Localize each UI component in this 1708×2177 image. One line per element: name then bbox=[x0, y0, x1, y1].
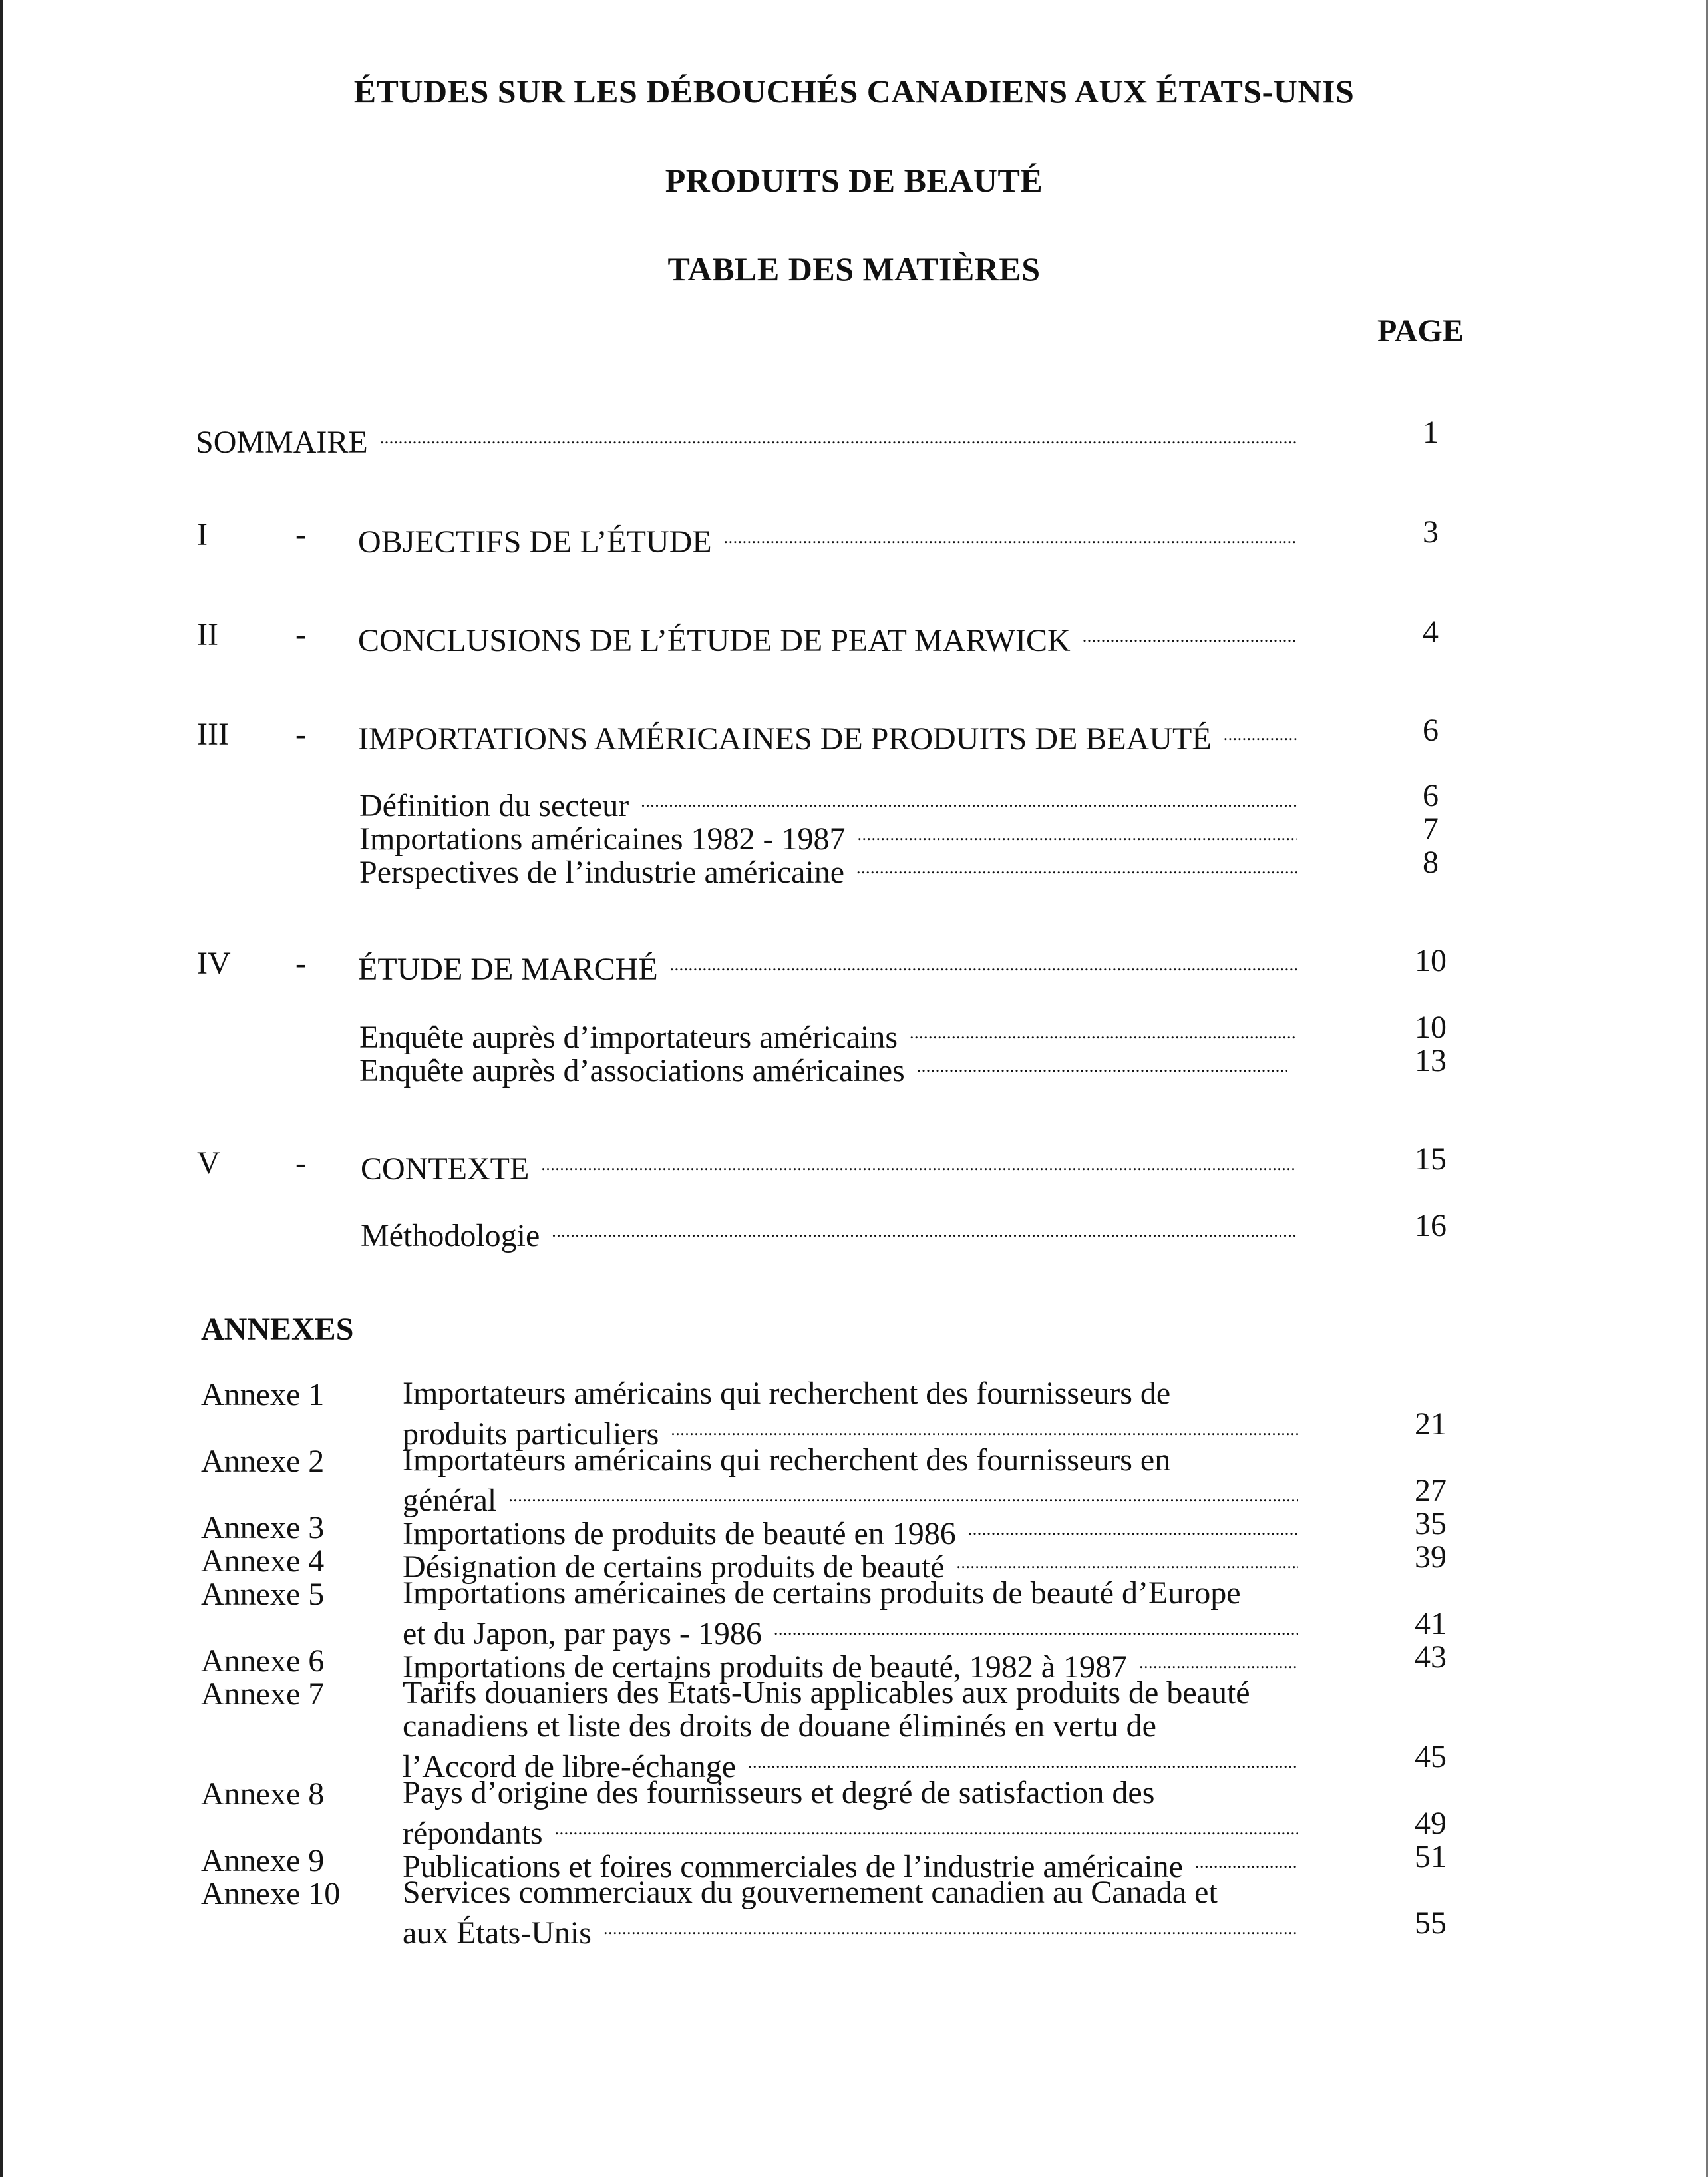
dot-leader bbox=[1224, 715, 1297, 749]
annex-text: et du Japon, par pays - 1986 bbox=[403, 1616, 762, 1651]
annexes-heading: ANNEXES bbox=[201, 1312, 354, 1347]
annex-label: Annexe 4 bbox=[201, 1543, 325, 1579]
annex-label: Annexe 1 bbox=[201, 1377, 325, 1412]
dot-leader bbox=[1083, 616, 1297, 651]
annex-page: 49 bbox=[1415, 1806, 1447, 1841]
toc-entry-section-i bbox=[358, 518, 1301, 560]
document-subtitle: PRODUITS DE BEAUTÉ bbox=[665, 162, 1043, 199]
dot-leader bbox=[956, 1543, 1298, 1577]
dot-leader bbox=[1139, 1643, 1298, 1677]
dot-leader bbox=[603, 1909, 1298, 1943]
annex-label: Annexe 9 bbox=[201, 1843, 325, 1878]
section-number: II bbox=[197, 617, 218, 652]
annex-text: Publications et foires commerciales de l’industrie américaine bbox=[403, 1849, 1183, 1884]
dot-leader bbox=[541, 1145, 1297, 1179]
annex-page: 27 bbox=[1415, 1473, 1447, 1508]
toc-entry-sommaire bbox=[196, 418, 1300, 460]
annex-text-line: Tarifs douaniers des États-Unis applicables aux produits de beauté bbox=[403, 1675, 1250, 1710]
section-number: I bbox=[197, 517, 208, 552]
dot-leader bbox=[856, 848, 1297, 883]
toc-entry-section-v bbox=[361, 1145, 1301, 1187]
dot-leader bbox=[774, 1609, 1298, 1644]
toc-entry-label: CONCLUSIONS DE L’ÉTUDE DE PEAT MARWICK bbox=[358, 623, 1071, 658]
toc-entry-label: Enquête auprès d’importateurs américains bbox=[359, 1020, 898, 1055]
annex-text: Importations de certains produits de beauté, 1982 à 1987 bbox=[403, 1649, 1128, 1684]
annex-text: produits particuliers bbox=[403, 1416, 659, 1452]
annex-text-line: canadiens et liste des droits de douane éliminés en vertu de bbox=[403, 1708, 1156, 1744]
annex-page: 35 bbox=[1415, 1506, 1447, 1541]
dot-leader bbox=[724, 518, 1297, 552]
annex-text: aux États-Unis bbox=[403, 1915, 592, 1951]
annex-text-line: Services commerciaux du gouvernement canadien au Canada et bbox=[403, 1875, 1218, 1910]
dot-leader bbox=[910, 1013, 1297, 1048]
dot-leader bbox=[670, 945, 1297, 980]
annex-label: Annexe 7 bbox=[201, 1677, 325, 1712]
section-dash: - bbox=[295, 946, 306, 981]
annex-text: Désignation de certains produits de beauté bbox=[403, 1549, 945, 1585]
annex-text-line bbox=[403, 1909, 1302, 1951]
annex-label: Annexe 8 bbox=[201, 1776, 325, 1812]
toc-entry-page: 10 bbox=[1415, 1010, 1447, 1045]
dot-leader bbox=[968, 1509, 1298, 1544]
section-number: III bbox=[197, 717, 229, 752]
toc-entry-label: ÉTUDE DE MARCHÉ bbox=[358, 952, 658, 987]
annex-page: 43 bbox=[1415, 1639, 1447, 1675]
dot-leader bbox=[555, 1809, 1298, 1844]
toc-entry-page: 6 bbox=[1423, 713, 1439, 748]
annex-label: Annexe 10 bbox=[201, 1876, 341, 1911]
section-number: V bbox=[197, 1145, 220, 1181]
toc-subentry bbox=[359, 1046, 1291, 1088]
toc-entry-page: 10 bbox=[1415, 943, 1447, 978]
toc-entry-label: SOMMAIRE bbox=[196, 425, 368, 460]
section-dash: - bbox=[295, 717, 306, 752]
annex-text-line: Importations américaines de certains produits de beauté d’Europe bbox=[403, 1575, 1241, 1611]
toc-entry-label: Perspectives de l’industrie américaine bbox=[359, 855, 845, 890]
toc-entry-label: CONTEXTE bbox=[361, 1151, 530, 1187]
annex-page: 39 bbox=[1415, 1539, 1447, 1575]
toc-entry-page: 6 bbox=[1423, 778, 1439, 813]
dot-leader bbox=[748, 1742, 1298, 1777]
toc-entry-label: Méthodologie bbox=[361, 1218, 540, 1253]
annex-page: 55 bbox=[1415, 1905, 1447, 1941]
dot-leader bbox=[552, 1211, 1297, 1246]
section-dash: - bbox=[295, 517, 306, 552]
dot-leader bbox=[641, 781, 1297, 816]
annex-label: Annexe 5 bbox=[201, 1577, 325, 1612]
annex-text: répondants bbox=[403, 1816, 543, 1851]
toc-entry-label: Importations américaines 1982 - 1987 bbox=[359, 821, 846, 857]
document-title: ÉTUDES SUR LES DÉBOUCHÉS CANADIENS AUX ÉTATS-UNIS bbox=[353, 73, 1355, 110]
toc-subentry bbox=[361, 1211, 1301, 1253]
annex-label: Annexe 2 bbox=[201, 1444, 325, 1479]
section-dash: - bbox=[295, 1145, 306, 1181]
toc-entry-label: Définition du secteur bbox=[359, 788, 629, 823]
annex-page: 21 bbox=[1415, 1406, 1447, 1442]
toc-entry-label: OBJECTIFS DE L’ÉTUDE bbox=[358, 524, 712, 560]
annex-text-line: Pays d’origine des fournisseurs et degré de satisfaction des bbox=[403, 1775, 1155, 1810]
toc-entry-page: 1 bbox=[1423, 415, 1439, 450]
annex-text-line: Importateurs américains qui recherchent des fournisseurs en bbox=[403, 1442, 1171, 1478]
toc-entry-page: 16 bbox=[1415, 1208, 1447, 1243]
annex-text-line: Importateurs américains qui recherchent des fournisseurs de bbox=[403, 1376, 1171, 1411]
toc-entry-page: 3 bbox=[1423, 514, 1439, 550]
annex-page: 51 bbox=[1415, 1839, 1447, 1874]
toc-entry-label: IMPORTATIONS AMÉRICAINES DE PRODUITS DE BEAUTÉ bbox=[358, 721, 1212, 757]
annex-text: Importations de produits de beauté en 1986 bbox=[403, 1516, 956, 1551]
toc-entry-page: 15 bbox=[1415, 1141, 1447, 1177]
toc-entry-section-ii bbox=[358, 616, 1301, 658]
section-number: IV bbox=[197, 946, 231, 981]
toc-entry-section-iv bbox=[358, 945, 1301, 987]
toc-entry-page: 13 bbox=[1415, 1043, 1447, 1078]
toc-entry-label: Enquête auprès d’associations américaines bbox=[359, 1053, 905, 1088]
toc-entry-page: 8 bbox=[1423, 845, 1439, 880]
dot-leader bbox=[671, 1410, 1298, 1444]
annex-text: général bbox=[403, 1483, 497, 1518]
toc-entry-section-iii bbox=[358, 715, 1301, 757]
dot-leader bbox=[917, 1046, 1287, 1081]
toc-entry-page: 4 bbox=[1423, 614, 1439, 650]
scan-edge-left bbox=[0, 0, 3, 2177]
toc-subentry bbox=[359, 848, 1301, 890]
toc-heading: TABLE DES MATIÈRES bbox=[667, 250, 1041, 288]
annex-page: 45 bbox=[1415, 1739, 1447, 1774]
page-column-header: PAGE bbox=[1377, 313, 1464, 349]
annex-text: l’Accord de libre-échange bbox=[403, 1749, 737, 1784]
dot-leader bbox=[380, 418, 1296, 453]
annex-page: 41 bbox=[1415, 1606, 1447, 1641]
annex-label: Annexe 3 bbox=[201, 1510, 325, 1545]
dot-leader bbox=[857, 815, 1297, 849]
dot-leader bbox=[1195, 1842, 1298, 1877]
toc-entry-page: 7 bbox=[1423, 811, 1439, 847]
annex-label: Annexe 6 bbox=[201, 1643, 325, 1679]
dot-leader bbox=[508, 1476, 1298, 1511]
section-dash: - bbox=[295, 617, 306, 652]
